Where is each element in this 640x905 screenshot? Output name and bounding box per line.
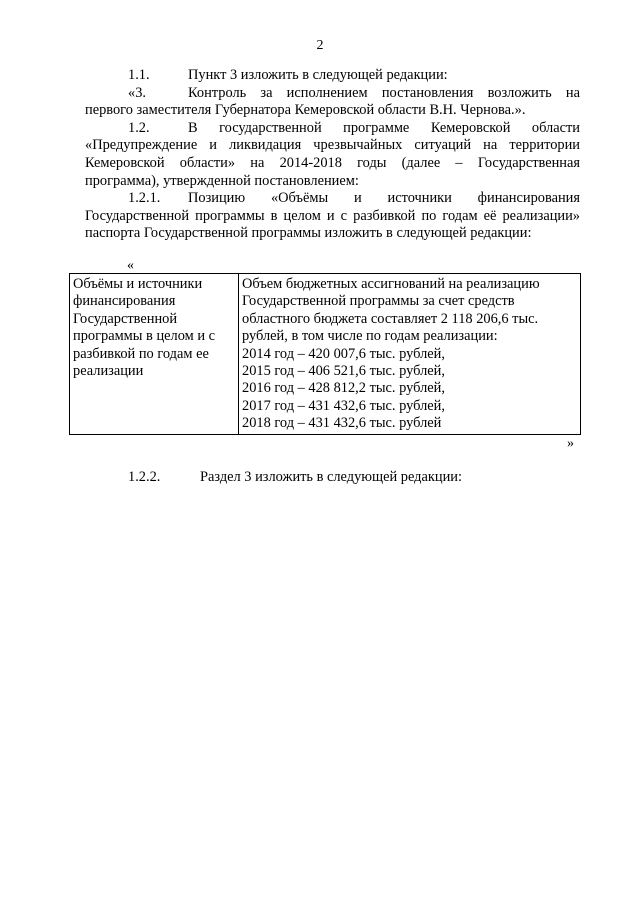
clause-text: В государственной программе Кемеровской области (188, 119, 580, 136)
funding-year-2017: 2017 год – 431 432,6 тыс. рублей, (242, 397, 445, 414)
clause-text: Раздел 3 изложить в следующей редакции: (200, 469, 462, 485)
cell-line: разбивкой по годам ее (73, 345, 209, 362)
paragraph-1-1 (85, 67, 580, 85)
table-cell-position-name (70, 274, 239, 435)
table-row (70, 274, 581, 435)
paragraph-1-2-2 (128, 469, 462, 486)
paragraph-1-2-line3: Кемеровской области» на 2014-2018 годы (далее – Государственная (85, 154, 580, 171)
cell-line: Объёмы и источники (73, 276, 203, 292)
cell-line: реализации (73, 363, 144, 380)
clause-number: «3. (128, 84, 146, 101)
paragraph-1-2-1-line2: Государственной программы в целом и с разбивкой по годам её реализации» (85, 207, 580, 224)
funding-year-2015: 2015 год – 406 521,6 тыс. рублей, (242, 363, 445, 380)
paragraph-1-2-line1 (85, 120, 580, 138)
paragraph-1-2-line2: «Предупреждение и ликвидация чрезвычайных ситуаций на территории (85, 137, 580, 154)
clause-text: Позицию «Объёмы и источники финансирования (188, 190, 580, 207)
clause-number: 1.2. (128, 119, 150, 136)
cell-line: областного бюджета составляет 2 118 206,6 тыс. (242, 310, 539, 327)
table-cell-funding-details (239, 274, 581, 435)
cell-line: финансирования (73, 293, 176, 310)
clause-number: 1.2.1. (128, 190, 161, 207)
funding-year-2018: 2018 год – 431 432,6 тыс. рублей (242, 415, 442, 432)
cell-line: Государственной (73, 310, 178, 327)
clause-text: Пункт 3 изложить в следующей редакции: (188, 67, 448, 83)
funding-year-2016: 2016 год – 428 812,2 тыс. рублей, (242, 380, 445, 397)
document-body (85, 67, 580, 243)
paragraph-1-2-1-line1 (85, 190, 580, 208)
paragraph-1-2-1-line3: паспорта Государственной программы изложить в следующей редакции: (85, 225, 532, 242)
cell-line: Объем бюджетных ассигнований на реализацию (242, 276, 540, 292)
closing-quote-mark: » (567, 436, 574, 451)
cell-line: рублей, в том числе по годам реализации: (242, 328, 498, 345)
funding-year-2014: 2014 год – 420 007,6 тыс. рублей, (242, 345, 445, 362)
cell-line: программы в целом и с (73, 328, 216, 345)
clause-number: 1.1. (128, 67, 150, 83)
page-number: 2 (316, 38, 324, 53)
paragraph-1-2-line4: программа), утвержденной постановлением: (85, 172, 359, 189)
funding-table (69, 273, 581, 435)
paragraph-quote-3-line2: первого заместителя Губернатора Кемеровской области В.Н. Чернова.». (85, 102, 526, 119)
clause-number: 1.2.2. (128, 469, 161, 485)
clause-text: Контроль за исполнением постановления возложить на (188, 84, 580, 101)
cell-line: Государственной программы за счет средств (242, 293, 515, 310)
paragraph-quote-3-line1 (85, 85, 580, 103)
opening-quote-mark: « (127, 258, 134, 273)
